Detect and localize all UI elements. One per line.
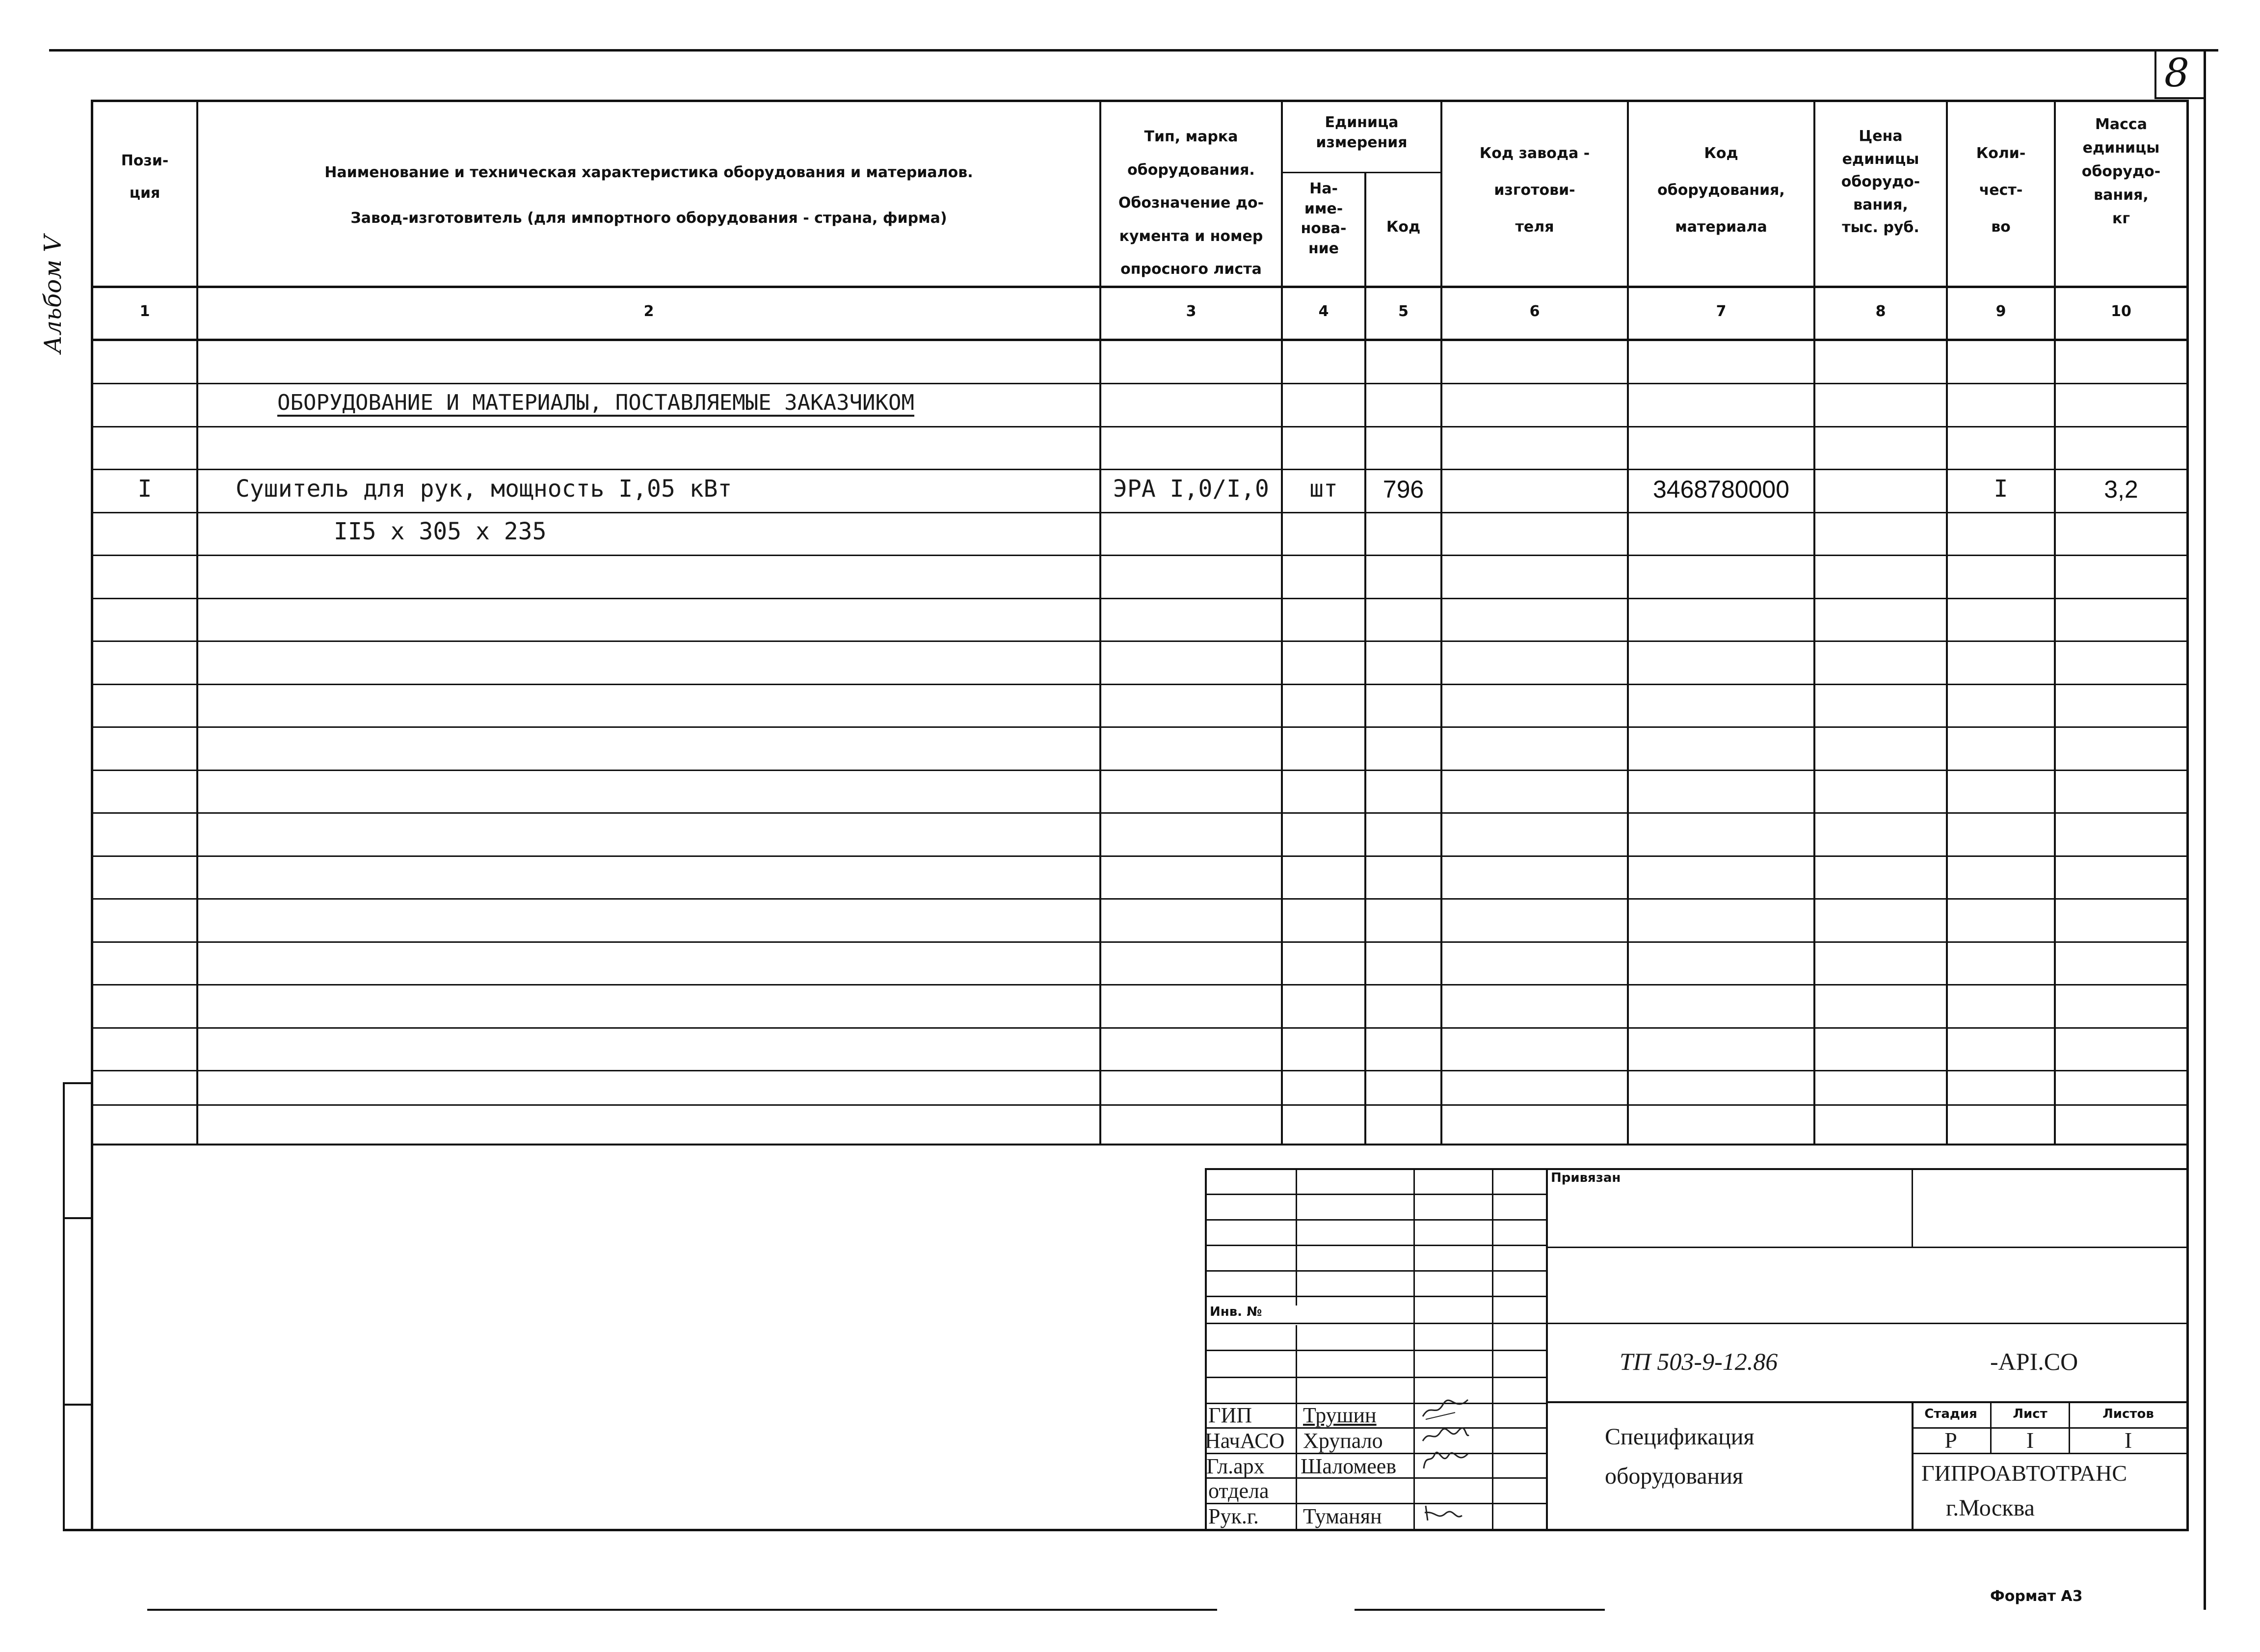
project-designation-suffix: -АРI.СО [1990, 1348, 2078, 1375]
row-line [93, 598, 2186, 599]
row-line [93, 426, 2186, 427]
bottom-rule-right [1355, 1609, 1605, 1611]
stamp-grid-h [1205, 1219, 1547, 1221]
header-name: Наименование и техническая характеристика оборудования и материалов. Завод-изготовитель (для импортного оборудования - страна, фирма) [324, 164, 973, 227]
column-number: 9 [1995, 303, 2006, 320]
header-unit-name: На- име- нова- ние [1301, 180, 1347, 257]
row-type: ЭРА I,0/I,0 [1113, 475, 1269, 503]
signature-name: Шаломеев [1301, 1454, 1397, 1478]
stamp-top-line [1205, 1168, 2186, 1170]
sheet-number-box-left [2154, 49, 2156, 98]
sheet-label: Лист [2013, 1407, 2047, 1421]
row-line [93, 383, 2186, 384]
header-plant-code: Код завода - изготови- теля [1479, 145, 1590, 236]
row-line [93, 770, 2186, 771]
signature-role: НачАСО [1205, 1429, 1285, 1453]
header-mass: Масса единицы оборудо- вания, кг [2081, 116, 2161, 227]
signature-role: Гл.арх [1206, 1454, 1265, 1478]
unit-group-split-line [1281, 172, 1440, 173]
margin-strip-div1 [63, 1217, 93, 1219]
row-equip-code: 3468780000 [1652, 476, 1790, 503]
column-number: 4 [1318, 303, 1329, 320]
handwritten-signature-tumanyan [1421, 1501, 1470, 1523]
column-number: 3 [1186, 303, 1196, 320]
col-line-1 [196, 100, 198, 1145]
table-body-bottom-line [93, 1144, 2186, 1146]
row-line [93, 984, 2186, 986]
margin-strip-top [63, 1082, 93, 1084]
sheets-value: I [2124, 1428, 2132, 1453]
album-side-note: Альбом V [39, 235, 67, 353]
stamp-privyazan-bottom [1546, 1247, 2186, 1248]
header-equip-code: Код оборудования, материала [1657, 145, 1785, 236]
stage-value: Р [1944, 1428, 1957, 1453]
frame-bottom-line [64, 1529, 2189, 1531]
signature-name: Трушин [1303, 1403, 1377, 1427]
column-number: 5 [1398, 303, 1409, 320]
row-line [93, 855, 2186, 857]
column-number: 1 [139, 303, 150, 320]
sheet-value: I [2026, 1428, 2034, 1453]
signature-name: Туманян [1303, 1504, 1382, 1528]
row-line [93, 555, 2186, 556]
signature-role: Рук.г. [1208, 1504, 1259, 1528]
row-line [93, 640, 2186, 642]
col-line-8 [1946, 100, 1948, 1145]
row-line [93, 812, 2186, 814]
document-title-line2: оборудования [1605, 1463, 1743, 1489]
row-unit-name: шт [1309, 475, 1338, 503]
row-line [93, 512, 2186, 513]
frame-right-line [2204, 49, 2206, 1610]
stamp-grid-h [1205, 1296, 1547, 1297]
header-qty: Коли- чест- во [1976, 145, 2026, 236]
col-line-6 [1627, 100, 1629, 1145]
table-right-line [2186, 100, 2189, 1531]
colnum-bottom-line [91, 339, 2189, 341]
row-line [93, 726, 2186, 728]
row-line [93, 684, 2186, 685]
signature-name: Хрупало [1303, 1429, 1383, 1453]
project-designation: ТП 503-9-12.86 [1620, 1348, 1778, 1375]
row-pos: I [137, 475, 152, 503]
col-line-9 [2054, 100, 2056, 1145]
table-top-line [91, 100, 2189, 102]
column-number: 8 [1875, 303, 1886, 320]
stamp-grid-h [1205, 1194, 1547, 1195]
header-unit-group: Единица измерения [1316, 114, 1408, 151]
stamp-grid-h [1205, 1377, 1547, 1378]
handwritten-signature-shalomeev [1421, 1449, 1470, 1471]
document-title-line1: Спецификация [1605, 1424, 1755, 1450]
stamp-grid-h [1205, 1323, 1547, 1324]
handwritten-signature-trushin [1421, 1398, 1470, 1420]
organization-city: г.Москва [1946, 1495, 2035, 1521]
column-number: 2 [643, 303, 654, 320]
col-line-7 [1813, 100, 1815, 1145]
column-number: 10 [2111, 303, 2131, 320]
stamp-designation-top [1546, 1323, 2186, 1324]
sheets-label: Листов [2102, 1407, 2154, 1421]
row-line [93, 1070, 2186, 1071]
section-title: ОБОРУДОВАНИЕ И МАТЕРИАЛЫ, ПОСТАВЛЯЕМЫЕ ЗАКАЗЧИКОМ [277, 390, 915, 415]
top-border-line [49, 49, 2218, 52]
format-label: Формат А3 [1990, 1588, 2083, 1605]
bottom-rule-left [147, 1609, 1217, 1611]
signature-role: отдела [1208, 1479, 1269, 1503]
organization-name: ГИПРОАВТОТРАНС [1921, 1461, 2127, 1486]
header-price: Цена единицы оборудо- вания, тыс. руб. [1841, 128, 1920, 236]
sheet-number-box-bottom [2154, 97, 2206, 99]
col-line-5 [1440, 100, 1442, 1145]
header-unit-code: Код [1386, 218, 1421, 236]
column-number: 6 [1529, 303, 1540, 320]
stamp-grid-h [1205, 1245, 1547, 1246]
column-number: 7 [1716, 303, 1727, 320]
header-bottom-line [91, 286, 2189, 288]
stamp-grid-v1 [1296, 1168, 1297, 1306]
stage-label: Стадия [1924, 1407, 1977, 1421]
inventory-number-label: Инв. № [1210, 1305, 1262, 1319]
row-line [93, 1104, 2186, 1106]
privyazan-label: Привязан [1551, 1171, 1621, 1185]
handwritten-signature-khrupalo [1421, 1423, 1470, 1446]
header-pos: Пози- ция [121, 152, 169, 202]
margin-strip-left [63, 1082, 65, 1531]
header-type: Тип, марка оборудования. Обозначение до- кумента и номер опросного листа [1118, 128, 1264, 278]
row-line [93, 941, 2186, 943]
sheet-number: 8 [2164, 50, 2189, 96]
row-line [93, 898, 2186, 900]
stamp-grid-h [1205, 1350, 1547, 1351]
row-name-dimensions: II5 х 305 х 235 [334, 518, 547, 545]
row-line [93, 1027, 2186, 1029]
margin-strip-div2 [63, 1404, 93, 1406]
row-mass: 3,2 [2104, 476, 2138, 503]
row-qty: I [1994, 475, 2008, 503]
row-name: Сушитель для рук, мощность I,05 кВт [236, 475, 732, 503]
row-unit-code: 796 [1383, 476, 1424, 503]
row-line [93, 469, 2186, 470]
stamp-designation-bottom [1546, 1401, 2186, 1403]
stamp-grid-h [1205, 1270, 1547, 1272]
stamp-privyazan-split [1912, 1168, 1913, 1247]
signature-role: ГИП [1208, 1403, 1252, 1427]
